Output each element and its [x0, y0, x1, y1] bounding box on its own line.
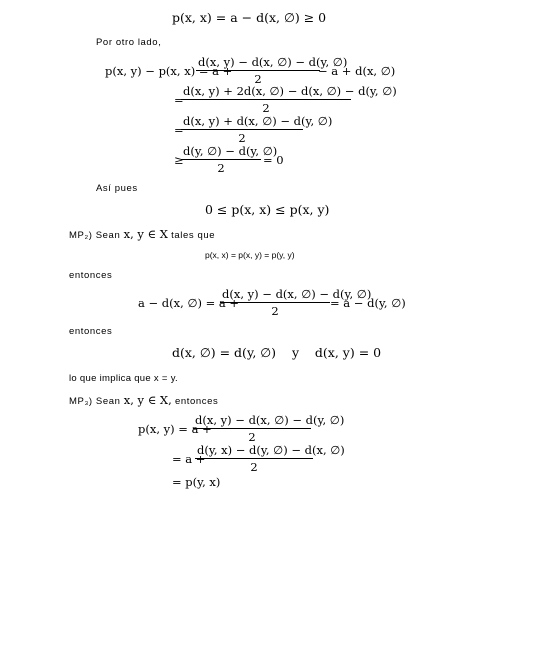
equation-conclusion: d(x, ∅) = d(y, ∅) y d(x, y) = 0	[172, 345, 382, 360]
eq3-fraction	[181, 114, 333, 145]
eq4-lhs: ≥	[174, 153, 184, 167]
eq8-numerator: d(y, x) − d(y, ∅) − d(x, ∅)	[197, 443, 345, 457]
eq4-tail: = 0	[263, 153, 284, 167]
equation-symmetry-result: = p(y, x)	[172, 475, 221, 489]
mp2-rest: tales que	[171, 230, 216, 241]
text-por-otro-lado: Por otro lado,	[96, 37, 162, 48]
eq4-numerator: d(y, ∅) − d(y, ∅)	[183, 144, 278, 158]
eq5-tail: = a − d(y, ∅)	[330, 296, 406, 310]
inequality-chain: 0 ≤ p(x, x) ≤ p(x, y)	[205, 202, 330, 217]
eq2-numerator: d(x, y) + 2d(x, ∅) − d(x, ∅) − d(y, ∅)	[183, 84, 397, 98]
eq7-fraction	[193, 413, 345, 444]
eq3-lhs: =	[174, 123, 184, 137]
eq8-fraction	[195, 443, 345, 474]
eq1-denominator: 2	[254, 72, 262, 86]
eq3-denominator: 2	[238, 131, 246, 145]
eq3-numerator: d(x, y) + d(x, ∅) − d(y, ∅)	[183, 114, 333, 128]
eq5-numerator: d(x, y) − d(x, ∅) − d(y, ∅)	[222, 287, 372, 301]
text-entonces-2: entonces	[69, 326, 113, 337]
eq1-lhs: p(x, y) − p(x, x) = a +	[105, 64, 233, 78]
mp2-vars: x, y ∈ X	[123, 227, 168, 241]
text-asi-pues: Así pues	[96, 183, 138, 194]
mp3-label: MP₃) Sean	[69, 396, 121, 407]
mp3-rest: entonces	[174, 396, 219, 407]
eq7-lhs: p(x, y) = a +	[138, 422, 212, 436]
eq4-fraction	[181, 144, 278, 175]
eq4-denominator: 2	[217, 161, 225, 175]
eq2-denominator: 2	[262, 101, 270, 115]
text-lo-que-implica: lo que implica que x = y.	[69, 373, 178, 384]
mp3-heading	[69, 393, 218, 407]
eq1-fraction	[196, 55, 348, 86]
eq2-lhs: =	[174, 93, 184, 107]
text-entonces-1: entonces	[69, 270, 113, 281]
eq7-numerator: d(x, y) − d(x, ∅) − d(y, ∅)	[195, 413, 345, 427]
eq5-lhs: a − d(x, ∅) = a +	[138, 296, 240, 310]
equation-p-x-x: p(x, x) = a − d(x, ∅) ≥ 0	[172, 10, 327, 25]
mp2-heading	[69, 227, 215, 241]
eq5-denominator: 2	[271, 304, 279, 318]
eq2-fraction	[181, 84, 397, 115]
mp3-vars: x, y ∈ X,	[123, 393, 172, 407]
eq8-lhs: = a +	[172, 452, 206, 466]
eq1-numerator: d(x, y) − d(x, ∅) − d(y, ∅)	[198, 55, 348, 69]
eq1-tail: − a + d(x, ∅)	[318, 64, 396, 78]
mp2-label: MP₂) Sean	[69, 230, 121, 241]
eq8-denominator: 2	[250, 460, 258, 474]
eq7-denominator: 2	[248, 430, 256, 444]
mp2-equation: p(x, x) = p(x, y) = p(y, y)	[205, 250, 295, 260]
